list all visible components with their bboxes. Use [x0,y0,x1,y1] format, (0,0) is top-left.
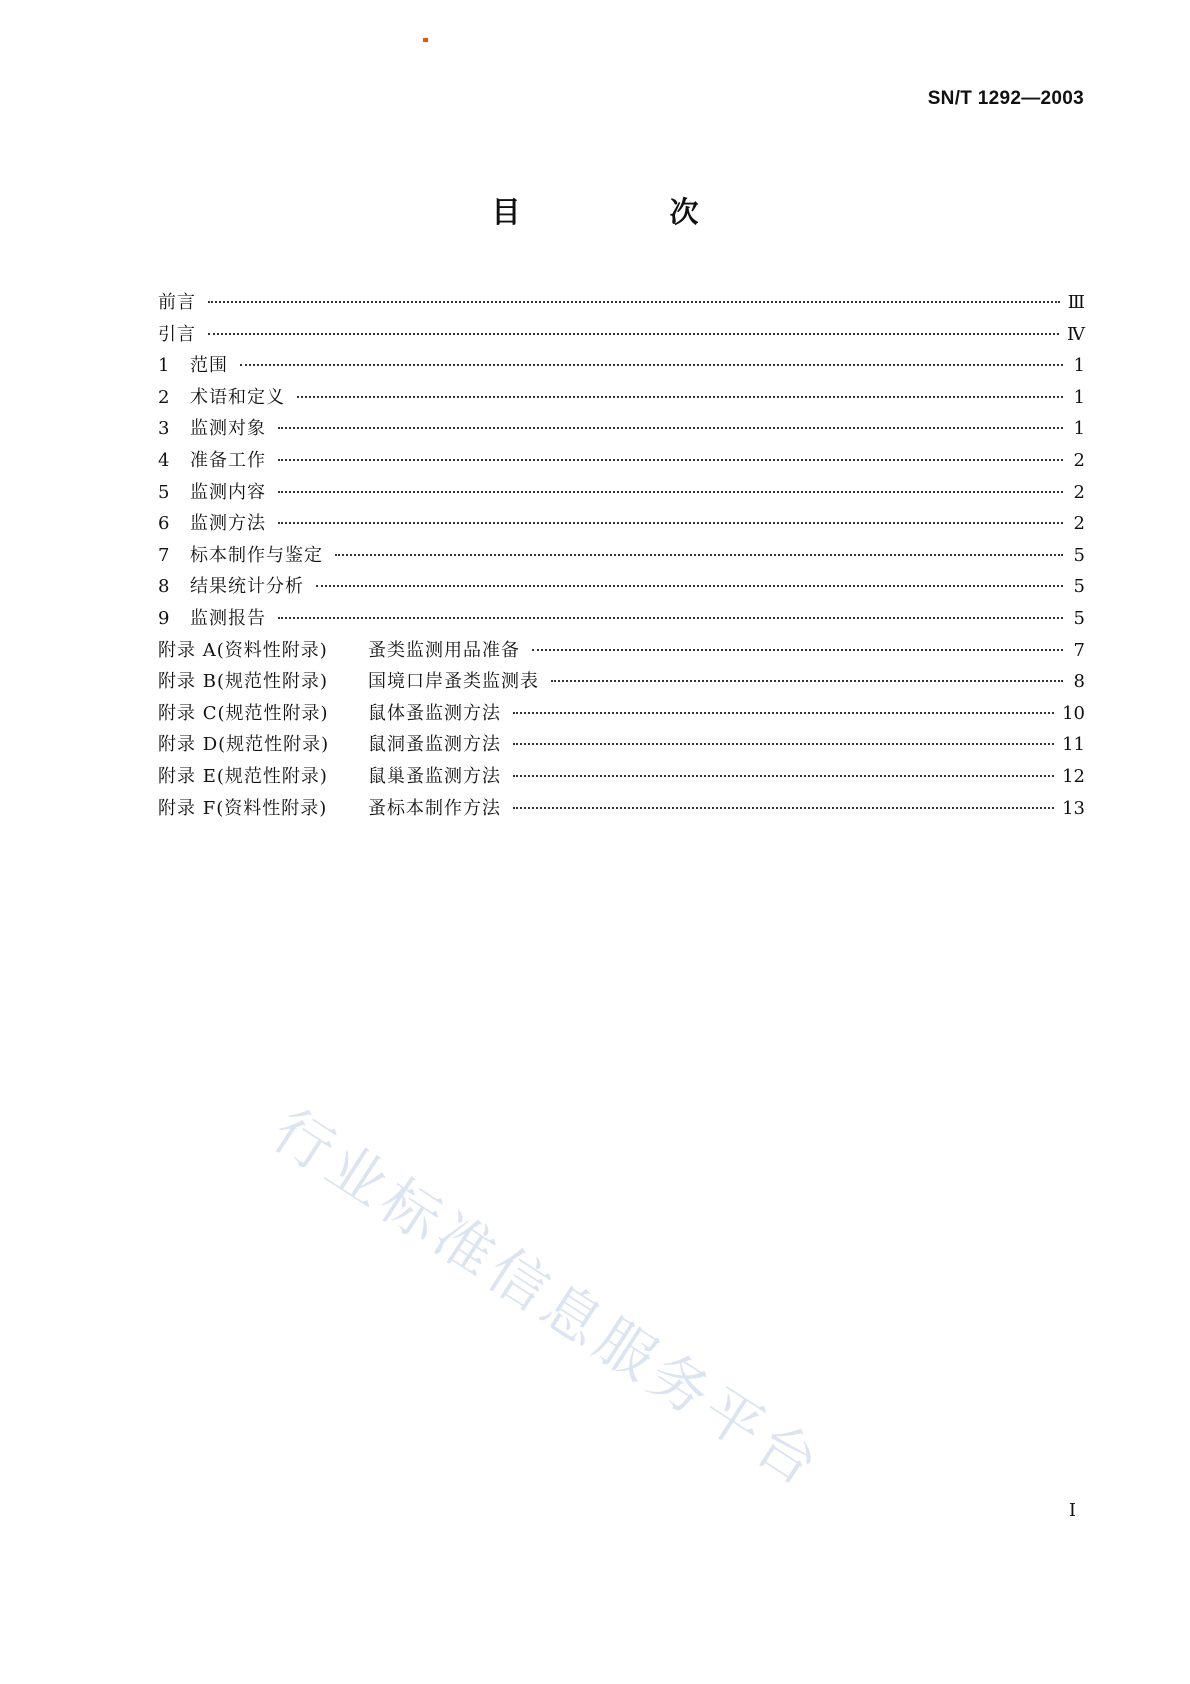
table-of-contents [158,287,1085,824]
toc-entry-page: 5 [1073,607,1085,629]
toc-leader [278,459,1063,461]
annex-title: 蚤标本制作方法 [368,797,501,819]
toc-entry-number: 7 [158,544,170,566]
toc-entry-page: 12 [1062,765,1085,787]
toc-entry-page: 7 [1073,639,1085,661]
toc-entry-3[interactable] [158,413,1085,445]
toc-entry-annex-a[interactable] [158,635,1085,667]
toc-entry-page: 1 [1073,418,1085,440]
toc-entry-8[interactable] [158,571,1085,603]
toc-entry-page: 8 [1073,671,1085,693]
toc-entry-page: 13 [1062,797,1085,819]
toc-entry-page: 2 [1073,481,1085,503]
toc-entry-annex-b[interactable] [158,666,1085,698]
page-title: 目 次 [491,195,759,229]
toc-entry-introduction[interactable] [158,319,1085,351]
annex-title: 国境口岸蚤类监测表 [368,671,539,693]
toc-entry-number: 3 [158,418,170,440]
toc-entry-page: Ⅳ [1067,323,1085,345]
toc-entry-label: 结果统计分析 [190,576,304,598]
toc-entry-label: 前言 [158,292,196,313]
toc-entry-number: 6 [158,513,170,535]
annex-title: 鼠体蚤监测方法 [368,702,501,724]
toc-entry-2[interactable] [158,382,1085,414]
toc-entry-annex-c[interactable] [158,698,1085,730]
toc-entry-label: 监测方法 [190,513,266,535]
annex-label: 附录 A(资料性附录) [158,639,328,661]
toc-leader [208,301,1060,303]
toc-entry-number: 2 [158,386,170,408]
toc-entry-label: 准备工作 [190,449,266,471]
annex-label: 附录 C(规范性附录) [158,702,329,724]
toc-leader [240,364,1063,366]
orange-mark [423,38,428,42]
toc-entry-label: 监测报告 [190,607,266,629]
toc-leader [278,617,1063,619]
toc-leader [551,680,1063,682]
toc-entry-number: 9 [158,607,170,629]
toc-entry-7[interactable] [158,540,1085,572]
toc-leader [532,649,1063,651]
toc-entry-page: 5 [1073,576,1085,598]
toc-leader [278,491,1063,493]
annex-title: 鼠巢蚤监测方法 [368,765,501,787]
toc-leader [278,522,1063,524]
toc-leader [513,807,1054,809]
toc-entry-9[interactable] [158,603,1085,635]
toc-entry-label: 标本制作与鉴定 [190,544,323,566]
toc-entry-foreword[interactable] [158,287,1085,319]
toc-entry-5[interactable] [158,477,1085,509]
toc-entry-number: 1 [158,355,170,377]
toc-leader [513,775,1054,777]
toc-entry-annex-d[interactable] [158,729,1085,761]
toc-entry-page: 11 [1062,734,1085,756]
toc-leader [513,712,1054,714]
toc-entry-4[interactable] [158,445,1085,477]
toc-leader [208,333,1059,335]
toc-entry-page: 1 [1073,355,1085,377]
toc-entry-page: 2 [1073,449,1085,471]
toc-entry-label: 监测对象 [190,418,266,440]
toc-entry-page: Ⅲ [1067,292,1085,313]
toc-entry-page: 1 [1073,386,1085,408]
toc-entry-label: 范围 [190,355,228,377]
toc-entry-annex-e[interactable] [158,761,1085,793]
toc-entry-page: 2 [1073,513,1085,535]
annex-title: 蚤类监测用品准备 [368,639,520,661]
annex-label: 附录 D(规范性附录) [158,734,330,756]
watermark: 行业标准信息服务平台 [260,1095,835,1502]
page-number: I [1068,1500,1076,1521]
annex-label: 附录 F(资料性附录) [158,797,328,819]
toc-entry-number: 4 [158,449,170,471]
toc-leader [335,554,1063,556]
annex-title: 鼠洞蚤监测方法 [368,734,501,756]
toc-entry-6[interactable] [158,508,1085,540]
annex-label: 附录 E(规范性附录) [158,765,328,787]
toc-entry-number: 8 [158,576,170,598]
toc-leader [278,427,1063,429]
toc-entry-label: 监测内容 [190,481,266,503]
toc-entry-1[interactable] [158,350,1085,382]
toc-entry-label: 术语和定义 [190,386,285,408]
toc-entry-page: 5 [1073,544,1085,566]
annex-label: 附录 B(规范性附录) [158,671,328,693]
toc-leader [316,585,1063,587]
toc-leader [297,396,1063,398]
toc-leader [513,743,1054,745]
toc-entry-number: 5 [158,481,170,503]
toc-entry-page: 10 [1062,702,1085,724]
toc-entry-annex-f[interactable] [158,793,1085,825]
standard-code: SN/T 1292—2003 [927,88,1084,109]
toc-entry-label: 引言 [158,323,196,345]
